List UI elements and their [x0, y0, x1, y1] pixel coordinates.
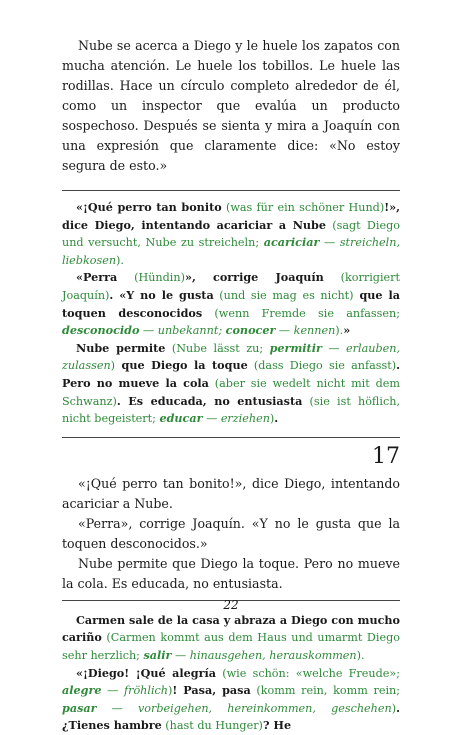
- vocab-meaning: — vorbeigehen, hereinkommen, geschehen: [96, 701, 392, 715]
- vocab-word: desconocido: [62, 323, 140, 338]
- vocab-word: salir: [143, 647, 172, 662]
- spanish-text: que la toquen desconocidos: [62, 287, 400, 320]
- plain-text-block: [62, 474, 400, 594]
- spanish-text: !», dice Diego, intentando acariciar a Nube: [62, 200, 401, 232]
- german-gloss: (sie ist höflich, nicht begeistert;: [62, 394, 400, 426]
- spanish-text: »: [343, 323, 351, 338]
- page-body: [62, 36, 400, 735]
- german-gloss: (dass Diego sie anfasst): [247, 359, 397, 373]
- spanish-text: «¡Qué perro tan bonito: [76, 200, 222, 214]
- spanish-text: ! Pasa, pasa: [172, 683, 251, 698]
- german-gloss: (was für ein schöner Hund): [221, 201, 385, 214]
- spanish-text: . Es educada, no entusiasta: [116, 393, 303, 408]
- vocab-meaning: — hinausgehen, herauskommen: [171, 648, 357, 662]
- vocab-meaning: — fröhlich: [101, 684, 169, 698]
- vocab-word: alegre: [62, 683, 102, 698]
- spanish-text: ? He: [262, 718, 292, 733]
- german-gloss: ): [110, 359, 116, 373]
- spanish-text: . «Y no le gusta: [109, 287, 214, 302]
- spanish-text: », corrige Joaquín: [184, 270, 324, 285]
- german-gloss: (Nube lässt zu;: [165, 341, 270, 355]
- german-gloss: ).: [116, 253, 124, 267]
- german-gloss: ): [168, 684, 173, 698]
- vocab-word: educar: [159, 411, 203, 426]
- german-gloss: ).: [335, 324, 344, 338]
- intro-paragraph: Nube se acerca a Diego y le huele los zapatos con mucha atención. Le huele los tobillos. Le huele las rodillas. Hace un círculo completo alrededor de él, como un inspector que evalúa un producto sospechoso. Después se sienta y mira a Joaquín con una expresión que claramente dice: «No estoy segura de esto.»: [62, 38, 400, 173]
- spanish-text: Carmen sale de la casa y abraza a Diego con mucho cariño: [62, 612, 400, 645]
- german-gloss: (aber sie wedelt nicht mit dem Schwanz): [62, 376, 400, 408]
- german-gloss: (komm rein, komm rein;: [250, 684, 400, 698]
- german-gloss: (Carmen kommt aus dem Haus und umarmt Diego sehr herzlich;: [62, 631, 400, 662]
- german-gloss: ): [269, 412, 275, 426]
- vocab-meaning: — erziehen: [202, 412, 270, 426]
- bilingual-block-1: [62, 199, 400, 428]
- paragraph: «Perra», corrige Joaquín. «Y no le gusta que la toquen desconocidos.»: [62, 515, 400, 551]
- spanish-text: Nube permite: [76, 340, 166, 355]
- german-gloss: ): [391, 701, 397, 715]
- paragraph: Nube permite que Diego la toque. Pero no mueve la cola. Es educada, no entusiasta.: [62, 555, 400, 591]
- vocab-meaning: — kennen: [275, 324, 336, 338]
- bilingual-block-2: [62, 612, 400, 735]
- german-gloss: (wie schön: «welche Freude»;: [216, 666, 400, 680]
- spanish-text: que Diego la toque: [115, 358, 248, 373]
- vocab-word: conocer: [225, 323, 276, 338]
- vocab-word: pasar: [62, 700, 97, 715]
- german-gloss: (sagt Diego und versucht, Nube zu streicheln;: [62, 218, 400, 250]
- page-number: 22: [223, 598, 239, 612]
- german-gloss: (wenn Fremde sie anfassen;: [202, 306, 400, 320]
- german-gloss: (Hündin): [117, 271, 185, 285]
- german-gloss: (korrigiert Joaquín): [62, 271, 400, 302]
- german-gloss: (hast du Hunger): [161, 719, 263, 733]
- vocab-meaning: — unbekannt;: [139, 324, 226, 338]
- vocab-meaning: — erlauben, zulassen: [62, 341, 401, 373]
- spanish-text: . ¿Tienes hambre: [62, 700, 400, 733]
- chapter-number: 17: [372, 443, 400, 469]
- vocab-word: acariciar: [263, 235, 320, 250]
- vocab-word: permitir: [269, 340, 322, 355]
- spanish-text: «Perra: [76, 270, 118, 285]
- german-gloss: ).: [356, 648, 365, 662]
- german-gloss: (und sie mag es nicht): [213, 288, 354, 302]
- vocab-meaning: — streicheln, liebkosen: [62, 236, 401, 267]
- spanish-text: .: [274, 411, 279, 426]
- paragraph: «¡Qué perro tan bonito!», dice Diego, intentando acariciar a Nube.: [62, 475, 400, 511]
- spanish-text: «¡Diego! ¡Qué alegría: [76, 665, 217, 680]
- spanish-text: . Pero no mueve la cola: [62, 358, 400, 390]
